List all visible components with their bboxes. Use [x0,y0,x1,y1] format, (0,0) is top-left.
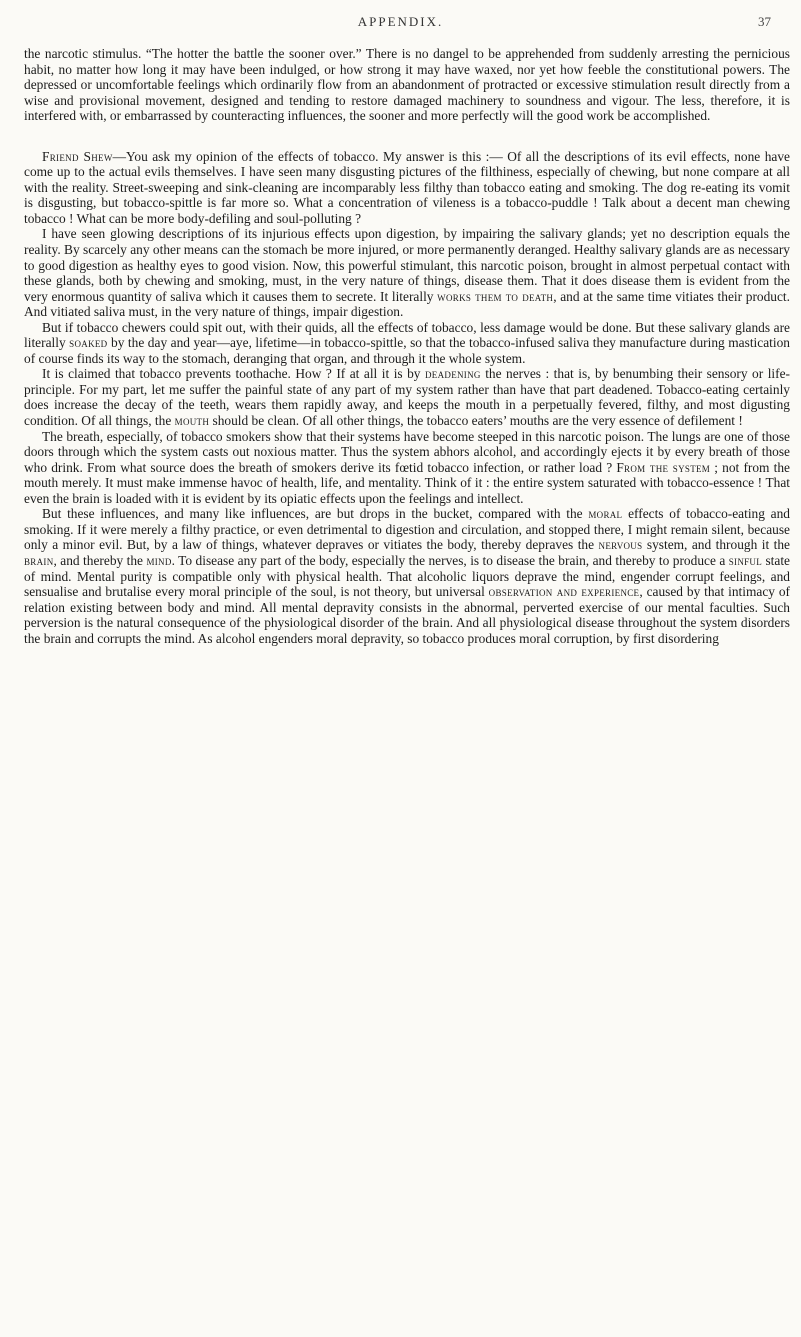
text-run: by the day and year—aye, lifetime—in tobacco-spittle, so that the tobacco-infused saliva they manufacture during mastication of course finds its way to the stomach, deranging that organ, and through it the whole system. [24,335,790,366]
small-caps-emphasis: mind [146,552,172,568]
paragraph-toothache [24,366,790,428]
small-caps-emphasis: mouth [174,413,210,429]
addressee-name: Friend Shew [42,148,113,164]
text-run: should be clean. Of all other things, the tobacco eaters’ mouths are the very essence of defilement ! [209,413,743,429]
paragraph-letter-opening [24,149,790,227]
paragraph-salivary-glands [24,320,790,367]
page-number: 37 [758,14,771,29]
body-text [24,46,790,646]
text-run: , caused by that intimacy of relation existing between body and mind. All mental depravity consists in the abnormal, perverted exercise of our mental faculties. Such perversion is the natural consequence of the physiological disorder of the brain. And all physiological disease throughout the system disorders the brain and corrupts the mind. As alcohol engenders moral depravity, so tobacco produces moral corruption, by first disordering [24,584,790,646]
small-caps-emphasis: deadening [425,366,481,382]
paragraph-text: —You ask my opinion of the effects of tobacco. My answer is this :— Of all the descriptions of its evil effects, none have come up to the actual evils themselves. I have seen many disgusting pictures of the filthiness, especially of chewing, but none compare at all with the reality. Street-sweeping and sink-cleaning are incomparably less filthy than tobacco eating and smoking. The dog re-eating its vomit is disgusting, but tobacco-spittle is far more so. What a concentration of vileness is a tobacco-puddle ! Talk about a decent man chewing tobacco ! What can be more body-defiling and soul-polluting ? [24,148,790,226]
text-run: state of mind. Mental purity is compatible only with physical health. That alcoholic liquors deprave the mind, engender corrupt feelings, and sensualise and brutalise every moral principle of the soul, is not theory, but universal [24,552,791,600]
small-caps-emphasis: soaked [69,335,108,351]
paragraph-continued [24,46,790,124]
text-run: ; not from the mouth merely. It must make immense havoc of health, life, and mentality. Think of it : the entire system saturated with tobacco-essence ! That even the brain is loaded with it is evident by its opiatic effects upon the feelings and intellect. [24,459,790,506]
small-caps-emphasis: From the system [616,459,711,475]
running-head-title: APPENDIX. [357,14,444,29]
small-caps-emphasis: works them to death [437,288,554,304]
small-caps-emphasis: brain [24,552,54,568]
text-run: But if tobacco chewers could spit out, with their quids, all the effects of tobacco, less damage would be done. But these salivary glands are literally [24,319,790,351]
text-run: effects of tobacco-eating and smoking. If it were merely a filthy practice, or even detrimental to digestion and circulation, and stopped there, I might remain silent, because only a minor evil. But, by a law of things, whatever depraves or vitiates the body, thereby depraves the [24,506,790,553]
text-run: , and thereby the [53,552,147,568]
running-head [0,14,801,34]
text-run: . To disease any part of the body, especially the nerves, is to disease the brain, and thereby to produce a [171,552,729,568]
text-run: The breath, especially, of tobacco smokers show that their systems have become steeped in this narcotic poison. The lungs are one of those doors through which the system casts out noxious matter. Thus the system abhors alcohol, and accordingly ejects it by every breath of those who drink. From what source does the breath of smokers derive its fœtid tobacco infection, or rather load ? [24,428,790,475]
text-run: , and at the same time vitiates their product. And vitiated saliva must, in the very nature of things, impair digestion. [24,288,791,320]
text-run: It is claimed that tobacco prevents toothache. How ? If at all it is by [42,366,425,382]
text-run: system, and through it the [642,537,790,553]
text-run: I have seen glowing descriptions of its injurious effects upon digestion, by impairing the salivary glands; yet no description equals the reality. By scarcely any other means can the stomach be more injured, or more permanently deranged. Healthy salivary glands are as necessary to good digestion as healthy eyes to good vision. Now, this powerful stimulant, this narcotic poison, brought in almost perpetual contact with these glands, both by chewing and smoking, must, in the very nature of things, disease them. That it does disease them is evident from the very enormous quantity of saliva which it causes them to secrete. It literally [24,226,790,304]
text-run: But these influences, and many like influences, are but drops in the bucket, compared with the [42,506,589,522]
small-caps-emphasis: nervous [598,537,643,553]
paragraph-moral-effects [24,506,790,646]
small-caps-emphasis: observation and experience [488,584,640,600]
paragraph-digestion [24,226,790,319]
small-caps-emphasis: sinful [728,552,763,568]
paragraph-breath [24,429,790,507]
small-caps-emphasis: moral [588,506,623,522]
text-run: the nerves : that is, by benumbing their sensory or life-principle. For my part, let me suffer the painful state of any part of my system rather than have that part deadened. Tobacco-eating certainly does increase the decay of the teeth, wears them rapidly away, and keeps the mouth in a perpetually fevered, filthy, and most digusting condition. Of all things, the [24,366,790,429]
paragraph-text: the narcotic stimulus. “The hotter the battle the sooner over.” There is no dangel to be apprehended from suddenly arresting the pernicious habit, no matter how long it may have been indulged, or how strong it may have waxed, nor yet how feeble the constitutional powers. The depressed or uncomfortable feelings which ordinarily flow from an abandonment of protracted or excessive stimulation result directly from a wise and provisional movement, designed and tending to restore damaged machinery to soundness and vigour. The less, therefore, it is interfered with, or embarrassed by counteracting influences, the sooner and more perfectly will the good work be accomplished. [24,46,790,124]
